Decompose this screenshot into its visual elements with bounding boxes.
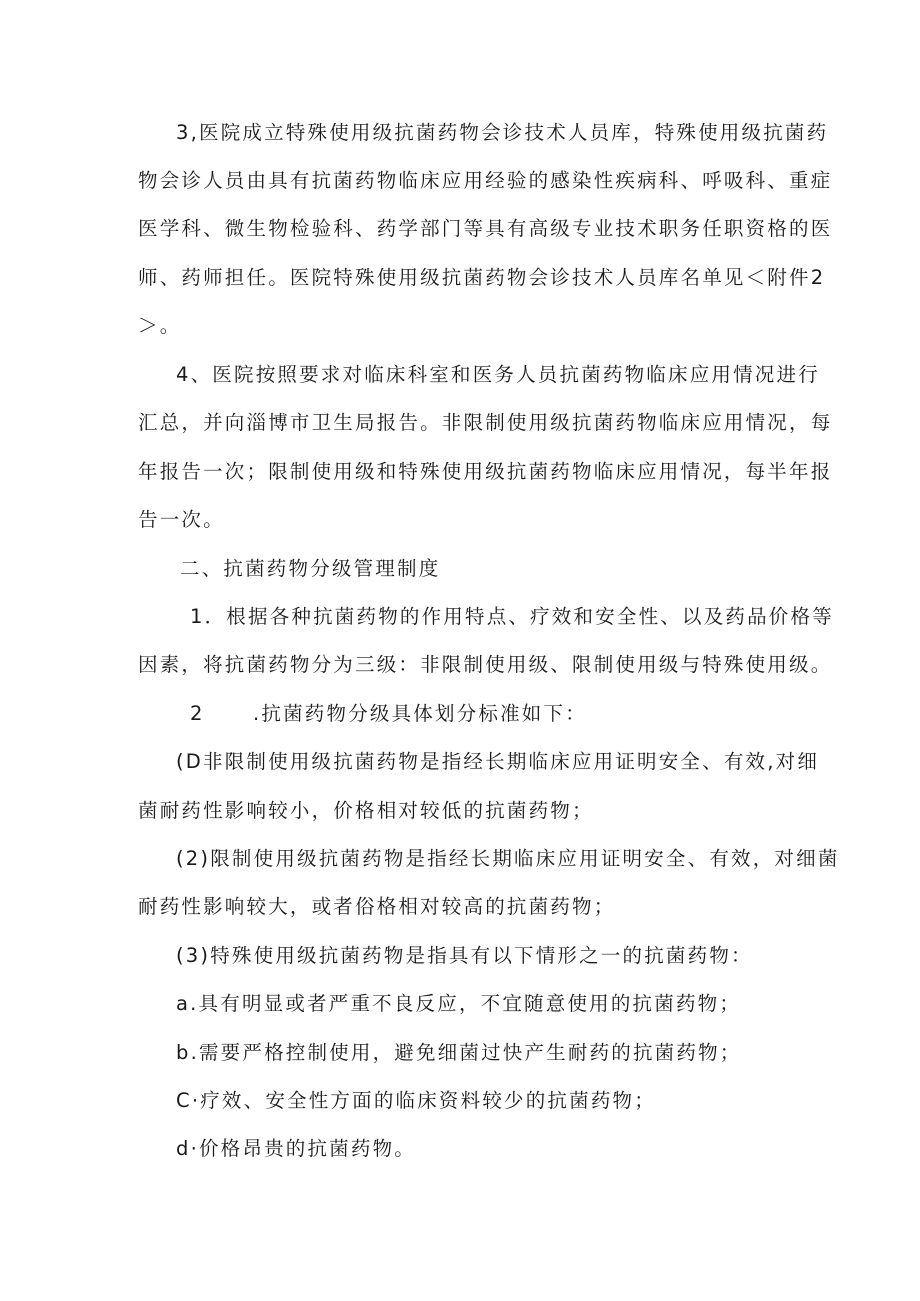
item-1-line-1: 1．根据各种抗菌药物的作用特点、疗效和安全性、以及药品价格等 — [190, 605, 834, 628]
sub-2-line-2: 耐药性影响较大，或者俗格相对较高的抗菌药物； — [138, 895, 616, 918]
paragraph-3-line-4: 师、药师担任。医院特殊使用级抗菌药物会诊技术人员库名单见＜附件2 — [138, 266, 826, 289]
paragraph-3-line-2: 物会诊人员由具有抗菌药物临床应用经验的感染性疾病科、呼吸科、重症 — [138, 169, 833, 192]
item-1-line-2: 因素，将抗菌药物分为三级：非限制使用级、限制使用级与特殊使用级。 — [138, 653, 833, 676]
paragraph-3-line-3: 医学科、微生物检验科、药学部门等具有高级专业技术职务任职资格的医 — [138, 217, 833, 240]
paragraph-4-line-4: 告一次。 — [138, 508, 225, 531]
sub-a-line: a.具有明显或者严重不良反应，不宜随意使用的抗菌药物； — [176, 992, 742, 1015]
paragraph-3-line-1: 3,医院成立特殊使用级抗菌药物会诊技术人员库，特殊使用级抗菌药 — [176, 121, 829, 144]
sub-c-line: C·疗效、安全性方面的临床资料较少的抗菌药物； — [176, 1089, 656, 1112]
sub-3-line-1: (3)特殊使用级抗菌药物是指具有以下情形之一的抗菌药物： — [176, 944, 753, 967]
sub-d-line: d·价格昂贵的抗菌药物。 — [176, 1137, 416, 1160]
paragraph-3-line-5: ＞。 — [138, 314, 182, 337]
section-heading: 二、抗菌药物分级管理制度 — [180, 557, 441, 580]
paragraph-4-line-1: 4、医院按照要求对临床科室和医务人员抗菌药物临床应用情况进行 — [176, 363, 820, 386]
paragraph-4-line-3: 年报告一次；限制使用级和特殊使用级抗菌药物临床应用情况，每半年报 — [138, 460, 833, 483]
sub-1-line-2: 菌耐药性影响较小，价格相对较低的抗菌药物； — [138, 799, 594, 822]
paragraph-4-line-2: 汇总，并向淄博市卫生局报告。非限制使用级抗菌药物临床应用情况，每 — [138, 411, 833, 434]
item-2-line-1: 2 .抗菌药物分级具体划分标准如下： — [190, 702, 587, 725]
sub-b-line: b.需要严格控制使用，避免细菌过快产生耐药的抗菌药物； — [176, 1041, 742, 1064]
sub-1-line-1: (D非限制使用级抗菌药物是指经长期临床应用证明安全、有效,对细 — [176, 750, 820, 773]
sub-2-line-1: (2)限制使用级抗菌药物是指经长期临床应用证明安全、有效，对细菌 — [176, 847, 840, 870]
